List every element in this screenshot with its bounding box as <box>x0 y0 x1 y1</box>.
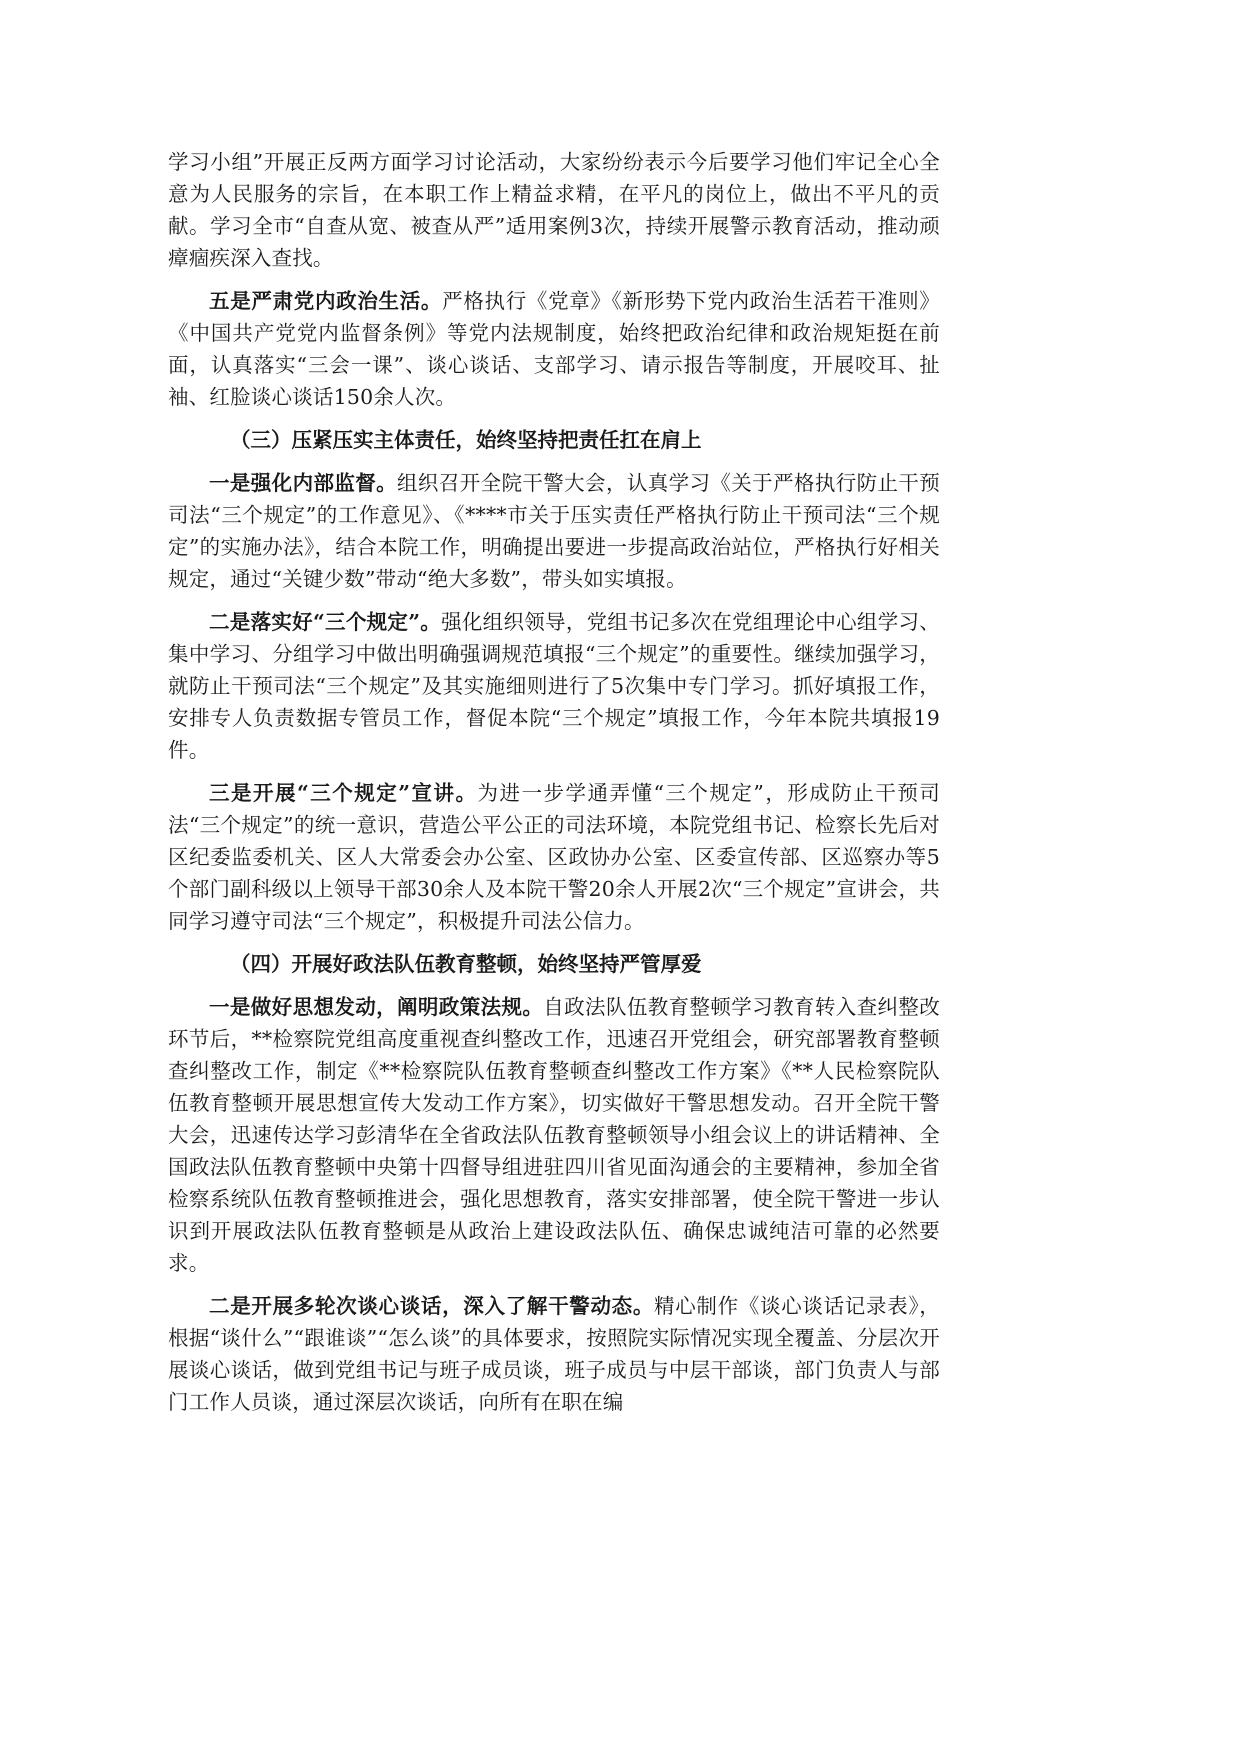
paragraph-study-group <box>168 146 940 274</box>
paragraph-text: 为进一步学通弄懂“三个规定”，形成防止干预司法“三个规定”的统一意识，营造公平公正的司法环境，本院党组书记、检察长先后对区纪委监委机关、区人大常委会办公室、区政协办公室、区委宣传部、区巡察办等5个部门副科级以上领导干部30余人及本院干警20余人开展2次“三个规定”宣讲会，共同学习遵守司法“三个规定”，积极提升司法公信力。 <box>168 781 941 933</box>
paragraph-lead: 二是落实好“三个规定”。 <box>209 610 442 634</box>
paragraph-party-life <box>168 285 940 413</box>
paragraph-text: 精心制作《谈心谈话记录表》，根据“谈什么”“跟谁谈”“怎么谈”的具体要求，按照院实际情况实现全覆盖、分层次开展谈心谈话，做到党组书记与班子成员谈，班子成员与中层干部谈，部门负责人与部门工作人员谈，通过深层次谈话，向所有在职在编 <box>168 1294 940 1414</box>
paragraph-heart-to-heart-talks <box>168 1290 940 1418</box>
paragraph-text: 学习小组”开展正反两方面学习讨论活动，大家纷纷表示今后要学习他们牢记全心全意为人民服务的宗旨，在本职工作上精益求精，在平凡的岗位上，做出不平凡的贡献。学习全市“自查从宽、被查从严”适用案例3次，持续开展警示教育活动，推动顽瘴痼疾深入查找。 <box>168 150 940 270</box>
paragraph-text: 严格执行《党章》《新形势下党内政治生活若干准则》《中国共产党党内监督条例》等党内法规制度，始终把政治纪律和政治规矩挺在前面，认真落实“三会一课”、谈心谈话、支部学习、请示报告等制度，开展咬耳、扯袖、红脸谈心谈话150余人次。 <box>168 289 940 409</box>
paragraph-text: 自政法队伍教育整顿学习教育转入查纠整改环节后，**检察院党组高度重视查纠整改工作，迅速召开党组会，研究部署教育整顿查纠整改工作，制定《**检察院队伍教育整顿查纠整改工作方案》《**人民检察院队伍教育整顿开展思想宣传大发动工作方案》，切实做好干警思想发动。召开全院干警大会，迅速传达学习彭清华在全省政法队伍教育整顿领导小组会议上的讲话精神、全国政法队伍教育整顿中央第十四督导组进驻四川省见面沟通会的主要精神，参加全省检察系统队伍教育整顿推进会，强化思想教育，落实安排部署，使全院干警进一步认识到开展政法队伍教育整顿是从政治上建设政法队伍、确保忠诚纯洁可靠的必然要求。 <box>168 995 940 1275</box>
section-heading-4: （四）开展好政法队伍教育整顿，始终坚持严管厚爱 <box>230 952 702 976</box>
paragraph-text: 强化组织领导，党组书记多次在党组理论中心组学习、集中学习、分组学习中做出明确强调规范填报“三个规定”的重要性。继续加强学习，就防止干预司法“三个规定”及其实施细则进行了5次集中专门学习。抓好填报工作，安排专人负责数据专管员工作，督促本院“三个规定”填报工作，今年本院共填报19件。 <box>168 610 940 762</box>
paragraph-three-rules-lecture <box>168 777 940 937</box>
paragraph-lead: 一是做好思想发动，阐明政策法规。 <box>209 995 544 1019</box>
paragraph-text: 组织召开全院干警大会，认真学习《关于严格执行防止干预司法“三个规定”的工作意见》、《****市关于压实责任严格执行防止干预司法“三个规定”的实施办法》，结合本院工作，明确提出要进一步提高政治站位，严格执行好相关规定，通过“关键少数”带动“绝大多数”，带头如实填报。 <box>168 471 940 591</box>
paragraph-lead: 三是开展“三个规定”宣讲。 <box>209 781 478 805</box>
paragraph-ideological-mobilization <box>168 991 940 1279</box>
paragraph-lead: 二是开展多轮次谈心谈话，深入了解干警动态。 <box>209 1294 655 1318</box>
document-page <box>168 146 940 1429</box>
paragraph-lead: 一是强化内部监督。 <box>209 471 398 495</box>
paragraph-lead: 五是严肃党内政治生活。 <box>209 289 443 313</box>
paragraph-internal-supervision <box>168 467 940 595</box>
paragraph-three-rules <box>168 606 940 766</box>
section-heading-3: （三）压紧压实主体责任，始终坚持把责任扛在肩上 <box>230 428 702 452</box>
